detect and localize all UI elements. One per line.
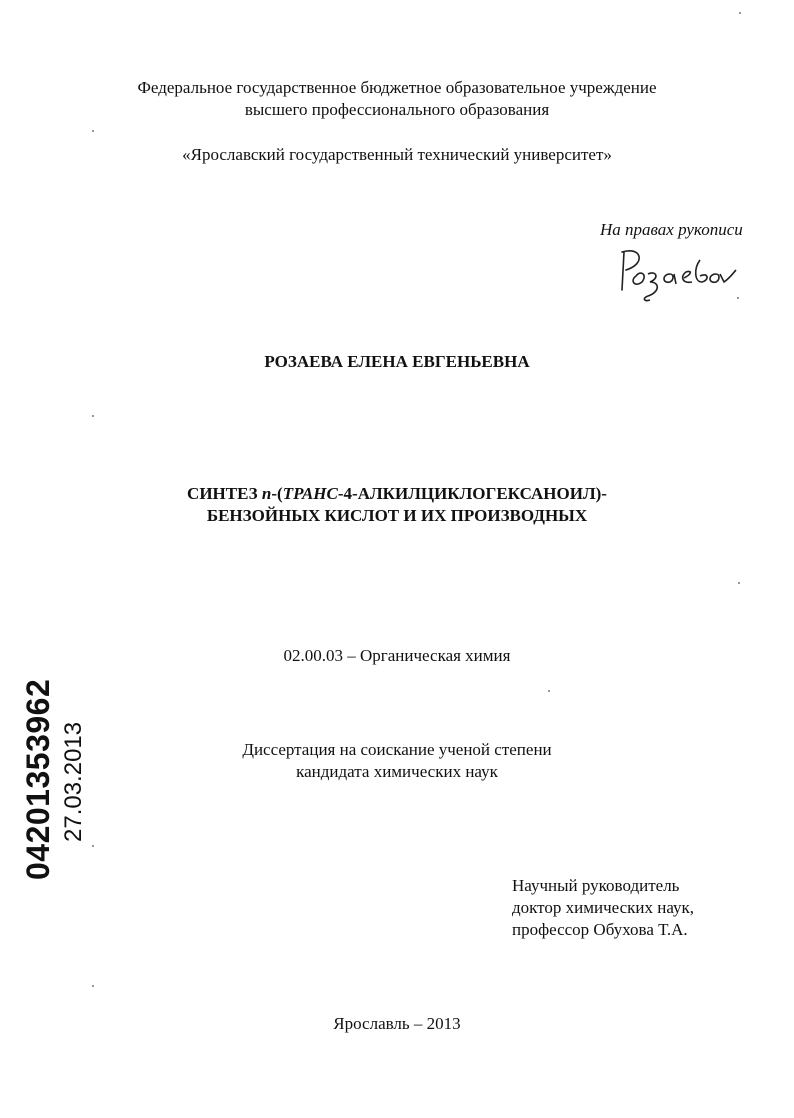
title-n: п: [261, 484, 272, 503]
advisor-line-1: Научный руководитель: [512, 876, 680, 895]
institution-line-2: высшего профессионального образования: [244, 100, 550, 119]
scan-speck: [739, 12, 741, 14]
stamp-date: 27.03.2013: [60, 721, 87, 842]
scan-speck: [548, 690, 550, 692]
advisor-line-3: профессор Обухова Т.А.: [512, 920, 688, 939]
scan-speck: [737, 297, 739, 299]
library-stamp: [20, 640, 87, 880]
author-name: РОЗАЕВА ЕЛЕНА ЕВГЕНЬЕВНА: [264, 352, 530, 371]
institution-line-1: Федеральное государственное бюджетное образовательное учреждение: [137, 78, 657, 97]
thesis-title-line-2: БЕНЗОЙНЫХ КИСЛОТ И ИХ ПРОИЗВОДНЫХ: [206, 506, 588, 525]
dissertation-line-1: Диссертация на соискание ученой степени: [242, 740, 552, 759]
title-rest: -4-АЛКИЛЦИКЛОГЕКСАНОИЛ)-: [337, 484, 607, 503]
footer-city-year: Ярославль – 2013: [333, 1014, 461, 1033]
scan-speck: [92, 415, 94, 417]
scan-speck: [738, 582, 740, 584]
title-trans: ТРАНС: [282, 484, 338, 503]
scan-speck: [92, 130, 94, 132]
rights-note: На правах рукописи: [600, 220, 743, 239]
specialty: 02.00.03 – Органическая химия: [283, 646, 511, 665]
university-name: «Ярославский государственный технический университет»: [182, 145, 612, 164]
scan-speck: [92, 845, 94, 847]
thesis-title-line-1: [0, 484, 794, 504]
title-dash-paren: -(: [271, 484, 283, 503]
advisor-line-2: доктор химических наук,: [512, 898, 695, 917]
stamp-number: 04201353962: [20, 678, 56, 880]
dissertation-line-2: кандидата химических наук: [296, 762, 498, 781]
signature-image: [610, 242, 750, 304]
title-prefix: СИНТЕЗ: [187, 484, 262, 503]
scan-speck: [92, 985, 94, 987]
